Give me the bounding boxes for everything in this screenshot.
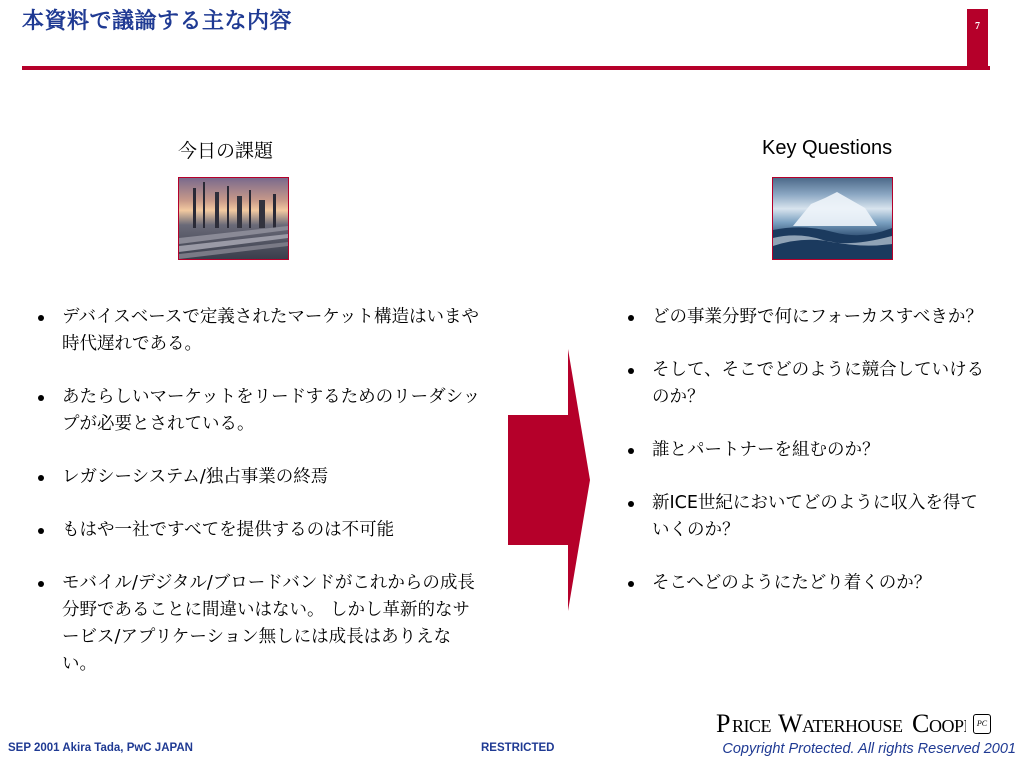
bullet-icon [38,475,44,481]
left-column-heading: 今日の課題 [178,140,274,162]
svg-text:P: P [716,709,730,738]
bullet-icon [628,448,634,454]
bullet-icon [38,315,44,321]
list-item: 誰とパートナーを組むのか？ [626,437,991,464]
list-item: もはや一社ですべてを提供するのは不可能 [36,517,486,544]
right-bullet-list [626,304,991,623]
right-column-heading: Key Questions [762,137,893,159]
footer-author: SEP 2001 Akira Tada, PwC JAPAN [8,742,193,754]
bullet-icon [38,528,44,534]
svg-text:OOPERS: OOP [929,716,964,736]
bullet-icon [628,315,634,321]
iceberg-photo [772,177,893,260]
title-divider [22,66,990,70]
slide-title: 本資料で議論する主な内容 [22,9,293,34]
bullet-icon [38,395,44,401]
bullet-icon [628,581,634,587]
pwc-seal-icon: PC [973,714,991,734]
bullet-icon [38,581,44,587]
copyright-notice: Copyright Protected. All rights Reserved 2001 [722,741,1016,757]
left-bullet-list [36,304,486,704]
list-item: モバイル/デジタル/ブロードバンドがこれからの成長分野であることに間違いはない。 しかし革新的なサービス/アプリケーション無しには成長はありえない。 [36,570,486,678]
refinery-photo [178,177,289,260]
list-item: あたらしいマーケットをリードするためのリーダシップが必要とされている。 [36,384,486,438]
list-item: どの事業分野で何にフォーカスすべきか？ [626,304,991,331]
page-number-badge [967,9,988,67]
list-item: そこへどのようにたどり着くのか？ [626,570,991,597]
company-logo [716,708,966,744]
bullet-icon [628,501,634,507]
list-item: 新ICE世紀においてどのように収入を得ていくのか？ [626,490,991,544]
svg-text:C: C [912,709,929,738]
footer-classification: RESTRICTED [481,742,555,754]
list-item: デバイスベースで定義されたマーケット構造はいまや時代遅れである。 [36,304,486,358]
svg-text:ATERHOUSE: ATERHOUSE [802,716,903,736]
page-number: 7 [975,21,980,32]
svg-text:W: W [778,709,803,738]
svg-text:RICE: RICE [732,716,772,736]
bullet-icon [628,368,634,374]
right-arrow-icon [508,349,590,611]
list-item: レガシーシステム/独占事業の終焉 [36,464,486,491]
list-item: そして、そこでどのように競合していけるのか？ [626,357,991,411]
